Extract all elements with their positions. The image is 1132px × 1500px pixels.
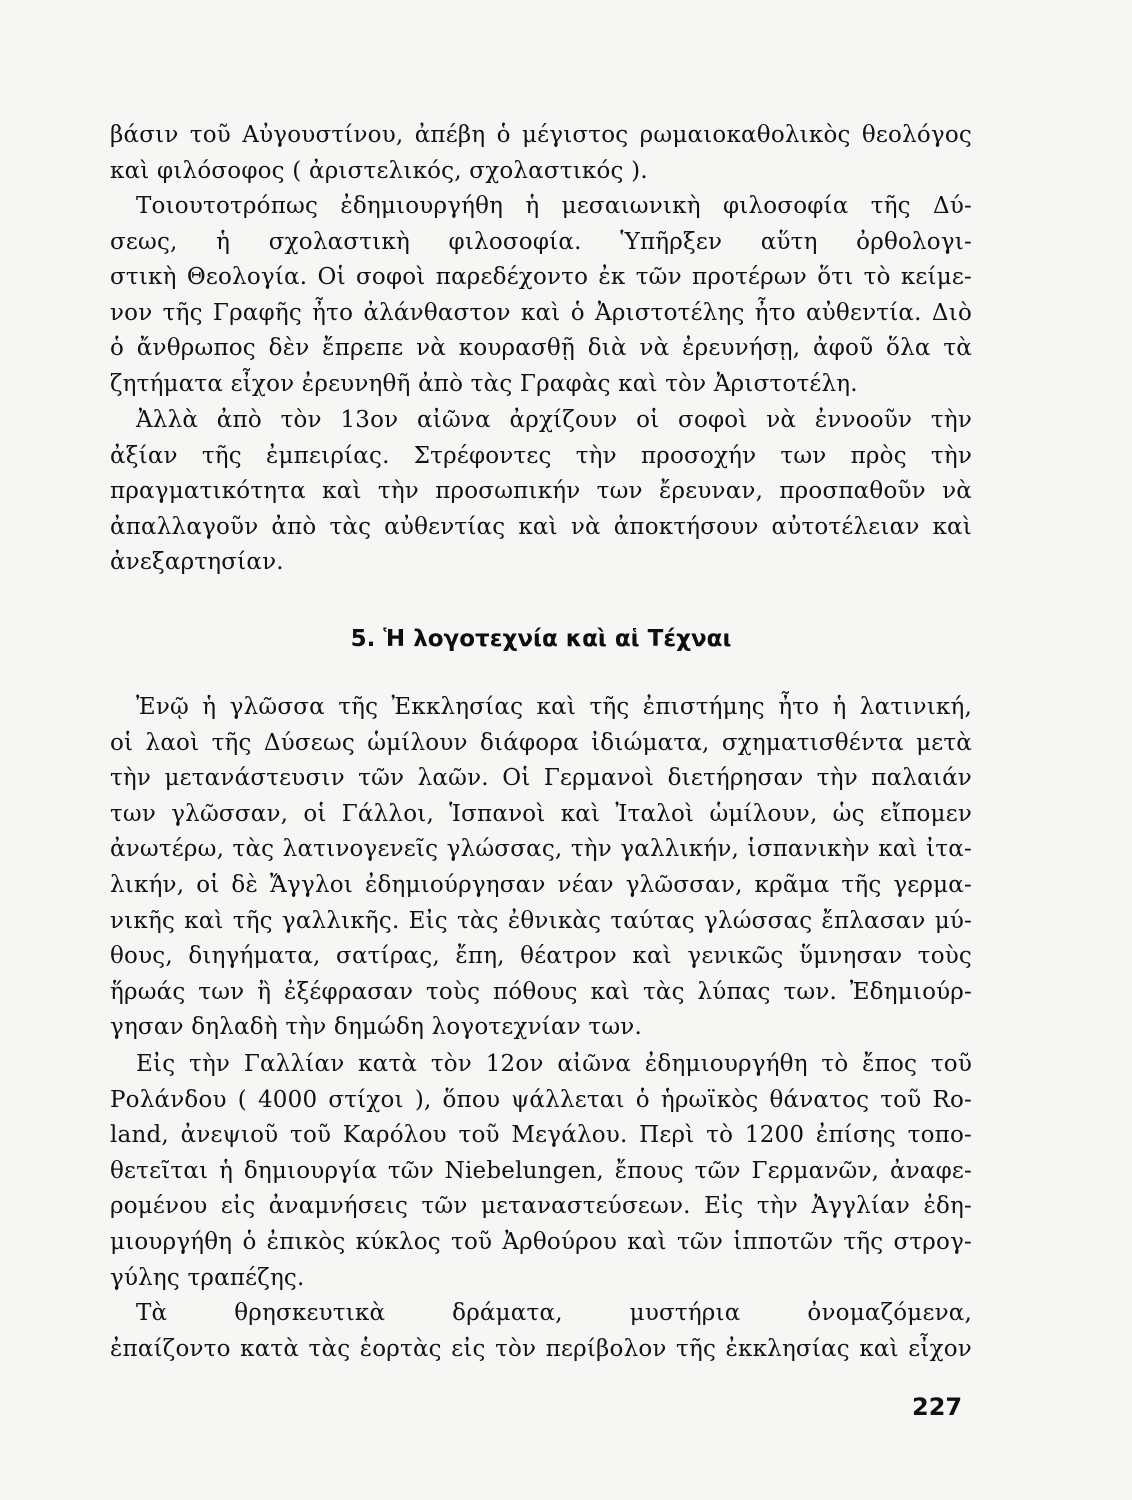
text-line: σεως, ἡ σχολαστικὴ φιλοσοφία. Ὑπῆρξεν αὕτη ὀρθολογι-: [110, 228, 972, 255]
text-line: Ρολάνδου ( 4000 στίχοι ), ὅπου ψάλλεται ὁ ἡρωϊκὸς θάνατος τοῦ Ro-: [110, 1086, 972, 1113]
text-line: θετεῖται ἡ δημιουργία τῶν Niebelungen, ἔπους τῶν Γερμανῶν, ἀναφε-: [110, 1157, 972, 1184]
text-line: των γλῶσσαν, οἱ Γάλλοι, Ἱσπανοὶ καὶ Ἰταλοὶ ὡμίλουν, ὡς εἴπομεν: [110, 800, 972, 827]
text-line: ρομένου εἰς ἀναμνήσεις τῶν μεταναστεύσεων. Εἰς τὴν Ἀγγλίαν ἐδη-: [110, 1193, 972, 1220]
text-line: πραγματικότητα καὶ τὴν προσωπικήν των ἔρευναν, προσπαθοῦν νὰ: [110, 478, 972, 505]
text-line: τὴν μετανάστευσιν τῶν λαῶν. Οἱ Γερμανοὶ διετήρησαν τὴν παλαιάν: [110, 765, 972, 792]
text-line: Εἰς τὴν Γαλλίαν κατὰ τὸν 12ον αἰῶνα ἐδημιουργήθη τὸ ἔπος τοῦ: [136, 1051, 972, 1077]
text-line: ἀνωτέρω, τὰς λατινογενεῖς γλώσσας, τὴν γαλλικήν, ἱσπανικὴν καὶ ἰτα-: [110, 836, 972, 863]
text-line: οἱ λαοὶ τῆς Δύσεως ὡμίλουν διάφορα ἰδιώματα, σχηματισθέντα μετὰ: [110, 729, 972, 756]
text-line: γύλης τραπέζης.: [110, 1264, 305, 1291]
text-line: γησαν δηλαδὴ τὴν δημώδη λογοτεχνίαν των.: [110, 1014, 642, 1041]
paragraph-1: [110, 118, 972, 189]
text-line: βάσιν τοῦ Αὐγουστίνου, ἀπέβη ὁ μέγιστος ρωμαιοκαθολικὸς θεολόγος: [110, 122, 972, 148]
page-number: 227: [912, 1393, 963, 1421]
text-line: νικῆς καὶ τῆς γαλλικῆς. Εἰς τὰς ἐθνικὰς ταύτας γλώσσας ἔπλασαν μύ-: [110, 907, 972, 934]
paragraph-4: [110, 690, 972, 1046]
paragraph-3: [110, 403, 972, 581]
text-line: νον τῆς Γραφῆς ἦτο ἀλάνθαστον καὶ ὁ Ἀριστοτέλης ἦτο αὐθεντία. Διὸ: [110, 299, 972, 326]
text-line: Ἐνῷ ἡ γλῶσσα τῆς Ἐκκλησίας καὶ τῆς ἐπιστήμης ἦτο ἡ λατινική,: [136, 694, 972, 720]
paragraph-2: [110, 189, 972, 403]
text-line: Ἀλλὰ ἀπὸ τὸν 13ον αἰῶνα ἀρχίζουν οἱ σοφοὶ νὰ ἐννοοῦν τὴν: [136, 407, 972, 433]
paragraph-6: [110, 1296, 972, 1367]
text-line: ἀνεξαρτησίαν.: [110, 549, 284, 576]
text-line: ἥρωάς των ἢ ἐξέφρασαν τοὺς πόθους καὶ τὰς λύπας των. Ἐδημιούρ-: [110, 978, 972, 1005]
text-line: μιουργήθη ὁ ἐπικὸς κύκλος τοῦ Ἀρθούρου καὶ τῶν ἱπποτῶν τῆς στρογ-: [110, 1228, 972, 1255]
text-line: στικὴ Θεολογία. Οἱ σοφοὶ παρεδέχοντο ἐκ τῶν προτέρων ὅτι τὸ κείμε-: [110, 264, 972, 291]
text-line: καὶ φιλόσοφος ( ἀριστελικός, σχολαστικός ).: [110, 157, 648, 184]
text-line: θους, διηγήματα, σατίρας, ἔπη, θέατρον καὶ γενικῶς ὕμνησαν τοὺς: [110, 943, 972, 970]
text-line: Τὰ θρησκευτικὰ δράματα, μυστήρια ὀνομαζόμενα,: [136, 1300, 972, 1326]
text-line: λικήν, οἱ δὲ Ἄγγλοι ἐδημιούργησαν νέαν γλῶσσαν, κρᾶμα τῆς γερμα-: [110, 871, 972, 898]
paragraph-5: [110, 1047, 972, 1296]
text-line: ἐπαίζοντο κατὰ τὰς ἑορτὰς εἰς τὸν περίβολον τῆς ἐκκλησίας καὶ εἶχον: [110, 1335, 972, 1362]
text-line: ἀξίαν τῆς ἐμπειρίας. Στρέφοντες τὴν προσοχήν των πρὸς τὴν: [110, 442, 972, 469]
text-line: ὁ ἄνθρωπος δὲν ἔπρεπε νὰ κουρασθῇ διὰ νὰ ἐρευνήσῃ, ἀφοῦ ὅλα τὰ: [110, 335, 972, 362]
text-line: ἀπαλλαγοῦν ἀπὸ τὰς αὐθεντίας καὶ νὰ ἀποκτήσουν αὐτοτέλειαν καὶ: [110, 513, 972, 540]
text-line: land, ἀνεψιοῦ τοῦ Καρόλου τοῦ Μεγάλου. Περὶ τὸ 1200 ἐπίσης τοπο-: [110, 1122, 972, 1149]
text-line: Τοιουτοτρόπως ἐδημιουργήθη ἡ μεσαιωνικὴ φιλοσοφία τῆς Δύ-: [136, 193, 972, 219]
section-heading: 5. Ἡ λογοτεχνία καὶ αἱ Τέχναι: [350, 626, 732, 652]
text-line: ζητήματα εἶχον ἐρευνηθῆ ἀπὸ τὰς Γραφὰς καὶ τὸν Ἀριστοτέλη.: [110, 370, 858, 397]
